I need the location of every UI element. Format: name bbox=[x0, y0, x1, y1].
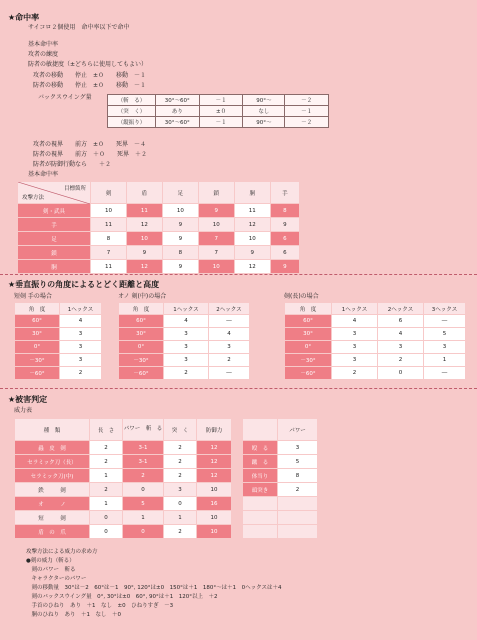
defender-view: 防者の視界 前方 ＋０ 死界 ＋２ bbox=[33, 151, 148, 158]
cell: 12 bbox=[126, 218, 162, 232]
defender-agility: 防者の敏捷度（±どちらに使用してもよい） bbox=[28, 61, 148, 68]
corner-bottom: 攻撃方法 bbox=[22, 195, 45, 201]
row-label: 胴 bbox=[18, 260, 91, 274]
row-label: 足 bbox=[18, 232, 91, 246]
cell: 10 bbox=[234, 232, 270, 246]
cell: 4 bbox=[60, 315, 102, 328]
cell: ― bbox=[424, 315, 466, 328]
range-table-long bbox=[284, 302, 466, 380]
attacker-move: 攻者の移動 停止 ±０ 移動 －１ bbox=[33, 72, 147, 79]
cell: 蹴 る bbox=[243, 455, 278, 469]
cell: 60° bbox=[15, 315, 60, 328]
col-header: 3ヘックス bbox=[424, 303, 466, 315]
cell: 0° bbox=[285, 341, 332, 354]
table-row bbox=[15, 511, 232, 525]
col-header: 剣 bbox=[91, 182, 127, 204]
cell: 6 bbox=[270, 232, 299, 246]
col-header: 足 bbox=[162, 182, 198, 204]
calc-line: 剣のパワー 斬る bbox=[26, 567, 76, 573]
cell: 2 bbox=[90, 455, 123, 469]
cell: 3 bbox=[332, 341, 378, 354]
cell: 4 bbox=[332, 315, 378, 328]
col-header: パワー 斬 る bbox=[123, 419, 164, 441]
calc-line: 胴のひねり あり ＋1 なし ＋0 bbox=[26, 612, 121, 618]
cell: －２ bbox=[285, 95, 329, 106]
cell: （突 く） bbox=[108, 106, 156, 117]
cell: 3 bbox=[209, 341, 250, 354]
cell: 4 bbox=[378, 328, 424, 341]
cell: （斬 る） bbox=[108, 95, 156, 106]
table-row bbox=[15, 469, 232, 483]
row-label: 剣・武具 bbox=[18, 204, 91, 218]
table-row bbox=[18, 218, 300, 232]
cell: 7 bbox=[198, 232, 234, 246]
cell: 10 bbox=[162, 204, 198, 218]
cell: 8 bbox=[91, 232, 127, 246]
dice-rule: サイコロ２個使用 命中率以下で命中 bbox=[28, 24, 130, 31]
cell: －２ bbox=[285, 117, 329, 128]
col-header: 1ヘックス bbox=[164, 303, 209, 315]
table-row bbox=[15, 483, 232, 497]
cell: 2 bbox=[164, 469, 197, 483]
cell: （縦振り） bbox=[108, 117, 156, 128]
hit-rate-table bbox=[17, 181, 300, 274]
cell: 2 bbox=[278, 483, 318, 497]
cell: 1 bbox=[90, 469, 123, 483]
cell: 蟲 皮 剣 bbox=[15, 441, 90, 455]
cell: 12 bbox=[197, 441, 232, 455]
table-row bbox=[18, 246, 300, 260]
col-header: 2ヘックス bbox=[209, 303, 250, 315]
cell: 2 bbox=[332, 367, 378, 380]
cell: 3 bbox=[332, 354, 378, 367]
cell: 10 bbox=[91, 204, 127, 218]
cell: 30° bbox=[119, 328, 164, 341]
cell: 5 bbox=[424, 328, 466, 341]
col-header: 角 度 bbox=[285, 303, 332, 315]
cell: ― bbox=[209, 367, 250, 380]
cell: 2 bbox=[60, 367, 102, 380]
section-divider bbox=[0, 274, 477, 275]
cell: 3 bbox=[60, 328, 102, 341]
cell: 7 bbox=[91, 246, 127, 260]
cell: 0 bbox=[123, 525, 164, 539]
cell: あり bbox=[155, 106, 199, 117]
cell: 16 bbox=[197, 497, 232, 511]
cell: 2 bbox=[90, 441, 123, 455]
col-header: 盾 bbox=[126, 182, 162, 204]
col-header: 手 bbox=[270, 182, 299, 204]
cell: 12 bbox=[197, 469, 232, 483]
corner-cell bbox=[18, 182, 91, 204]
cell: 盾 の 爪 bbox=[15, 525, 90, 539]
cell: －30° bbox=[15, 354, 60, 367]
range-table-axe bbox=[118, 302, 250, 380]
cell: 6 bbox=[378, 315, 424, 328]
cell: 3 bbox=[378, 341, 424, 354]
cell: 4 bbox=[209, 328, 250, 341]
cell: 10 bbox=[197, 483, 232, 497]
cell: 11 bbox=[91, 218, 127, 232]
col-header: 突 く bbox=[164, 419, 197, 441]
calc-line: 攻撃方法による威力の求め方 bbox=[26, 549, 98, 555]
cell: 9 bbox=[234, 246, 270, 260]
calc-line: 剣の移動量 30°は－2 60°は－1 90°, 120°は±0 150°は＋1 180°～は＋1 0ヘックスは＋4 bbox=[26, 585, 282, 591]
cell: 10 bbox=[126, 232, 162, 246]
defender-action: 防者が防御行動なら ＋２ bbox=[33, 161, 112, 168]
cell: 1 bbox=[90, 497, 123, 511]
col-header: 種 類 bbox=[15, 419, 90, 441]
cell: －30° bbox=[285, 354, 332, 367]
cell bbox=[243, 525, 278, 539]
cell: 4 bbox=[164, 315, 209, 328]
weapon-power-table bbox=[14, 418, 232, 539]
cell bbox=[278, 525, 318, 539]
cell: 11 bbox=[126, 204, 162, 218]
cell: 9 bbox=[270, 218, 299, 232]
cell: 0 bbox=[164, 497, 197, 511]
table-row bbox=[15, 525, 232, 539]
col-header: 胴 bbox=[234, 182, 270, 204]
cell: 9 bbox=[270, 260, 299, 274]
range-table-short bbox=[14, 302, 102, 380]
base-rate-label: 基本命中率 bbox=[28, 171, 59, 178]
attacker-skill: 攻者の練度 bbox=[28, 51, 59, 58]
cell: 2 bbox=[378, 354, 424, 367]
corner-top: 目標箇所 bbox=[63, 186, 86, 192]
cell: 2 bbox=[90, 483, 123, 497]
cell bbox=[243, 511, 278, 525]
col-header: 角 度 bbox=[15, 303, 60, 315]
cell: 2 bbox=[209, 354, 250, 367]
table-row bbox=[15, 441, 232, 455]
caption-long-sword: 剣(長)の場合 bbox=[284, 293, 319, 300]
cell: 9 bbox=[162, 218, 198, 232]
cell: 体当り bbox=[243, 469, 278, 483]
cell: 殴 る bbox=[243, 441, 278, 455]
cell: 60° bbox=[119, 315, 164, 328]
cell: 12 bbox=[234, 260, 270, 274]
cell: 0 bbox=[123, 483, 164, 497]
calc-line: ●剣の威力（斬る） bbox=[26, 558, 75, 564]
section-divider bbox=[0, 388, 477, 389]
cell: セラミック刀(中) bbox=[15, 469, 90, 483]
cell: ― bbox=[209, 315, 250, 328]
calc-line: キャラクターのパワー bbox=[26, 576, 87, 582]
base-title: 基本命中率 bbox=[28, 41, 59, 48]
cell: 10 bbox=[198, 260, 234, 274]
cell: 3 bbox=[332, 328, 378, 341]
attacker-view: 攻者の視界 前方 ±０ 死界 －４ bbox=[33, 141, 147, 148]
cell: 10 bbox=[197, 525, 232, 539]
cell: 8 bbox=[162, 246, 198, 260]
cell: セラミック刀（長） bbox=[15, 455, 90, 469]
cell: －１ bbox=[285, 106, 329, 117]
cell: 10 bbox=[198, 218, 234, 232]
cell: 1 bbox=[123, 511, 164, 525]
corner-empty bbox=[243, 419, 278, 441]
cell: －１ bbox=[199, 95, 243, 106]
row-label: 鎖 bbox=[18, 246, 91, 260]
cell bbox=[243, 497, 278, 511]
cell: ― bbox=[424, 367, 466, 380]
cell: 12 bbox=[126, 260, 162, 274]
calc-line: 剣のバックスウイング量 0°, 30°は±0 60°, 90°は＋1 120°以上 ＋2 bbox=[26, 594, 218, 600]
cell: 30° bbox=[15, 328, 60, 341]
backswing-label: バックスウイング量 bbox=[38, 94, 92, 101]
section-title-vertical-swing: ★垂直振りの角度によるとどく距離と高度 bbox=[8, 280, 160, 289]
caption-axe: オノ 剣(中)の場合 bbox=[118, 293, 167, 300]
cell: 9 bbox=[126, 246, 162, 260]
cell: 0 bbox=[378, 367, 424, 380]
col-header: 防御力 bbox=[197, 419, 232, 441]
table-row bbox=[18, 232, 300, 246]
cell: 8 bbox=[278, 469, 318, 483]
table-row bbox=[18, 204, 300, 218]
cell: 10 bbox=[197, 511, 232, 525]
cell: 30° bbox=[285, 328, 332, 341]
cell: 30°～60° bbox=[155, 95, 199, 106]
section-title-damage: ★被害判定 bbox=[8, 395, 48, 404]
col-header: 2ヘックス bbox=[378, 303, 424, 315]
cell: 頭突き bbox=[243, 483, 278, 497]
cell: 0° bbox=[119, 341, 164, 354]
cell: 2 bbox=[164, 441, 197, 455]
col-header: 1ヘックス bbox=[332, 303, 378, 315]
col-header: 1ヘックス bbox=[60, 303, 102, 315]
cell: なし bbox=[243, 106, 285, 117]
col-header: パワー bbox=[278, 419, 318, 441]
cell: オ ノ bbox=[15, 497, 90, 511]
table-row bbox=[15, 497, 232, 511]
cell: 9 bbox=[162, 232, 198, 246]
cell: 7 bbox=[198, 246, 234, 260]
cell: 3 bbox=[60, 354, 102, 367]
cell: 11 bbox=[91, 260, 127, 274]
cell: 0 bbox=[90, 511, 123, 525]
cell: 5 bbox=[278, 455, 318, 469]
unarmed-power-table bbox=[242, 418, 318, 539]
cell: －１ bbox=[199, 117, 243, 128]
cell: 3-1 bbox=[123, 441, 164, 455]
cell: 30°～60° bbox=[155, 117, 199, 128]
cell: 1 bbox=[424, 354, 466, 367]
table-row bbox=[15, 455, 232, 469]
cell: 3 bbox=[164, 483, 197, 497]
caption-short-sword: 短剣 手の場合 bbox=[14, 293, 52, 300]
section-title-hit-rate: ★命中率 bbox=[8, 13, 40, 22]
power-table-label: 威力表 bbox=[14, 407, 33, 414]
cell: 11 bbox=[234, 204, 270, 218]
cell: 9 bbox=[198, 204, 234, 218]
cell: 3-1 bbox=[123, 455, 164, 469]
cell: 3 bbox=[164, 341, 209, 354]
cell: －30° bbox=[119, 354, 164, 367]
cell: 0 bbox=[90, 525, 123, 539]
cell: 2 bbox=[164, 455, 197, 469]
cell: 5 bbox=[123, 497, 164, 511]
cell: 9 bbox=[162, 260, 198, 274]
cell: 3 bbox=[164, 328, 209, 341]
col-header: 鎖 bbox=[198, 182, 234, 204]
cell: ±０ bbox=[199, 106, 243, 117]
cell: 60° bbox=[285, 315, 332, 328]
cell: 90°～ bbox=[243, 117, 285, 128]
calc-line: 手首のひねり あり ＋1 なし ±0 ひねりすぎ －3 bbox=[26, 603, 174, 609]
cell: 2 bbox=[164, 525, 197, 539]
cell: －60° bbox=[119, 367, 164, 380]
cell: 2 bbox=[164, 367, 209, 380]
cell: －60° bbox=[15, 367, 60, 380]
cell: －60° bbox=[285, 367, 332, 380]
backswing-table bbox=[107, 94, 329, 128]
cell: 3 bbox=[278, 441, 318, 455]
col-header: 長 さ bbox=[90, 419, 123, 441]
col-header: 角 度 bbox=[119, 303, 164, 315]
cell: 2 bbox=[123, 469, 164, 483]
cell bbox=[278, 497, 318, 511]
cell: 12 bbox=[234, 218, 270, 232]
cell: 短 剣 bbox=[15, 511, 90, 525]
cell: 3 bbox=[164, 354, 209, 367]
cell: 3 bbox=[60, 341, 102, 354]
row-label: 手 bbox=[18, 218, 91, 232]
cell: 0° bbox=[15, 341, 60, 354]
cell bbox=[278, 511, 318, 525]
cell: 12 bbox=[197, 455, 232, 469]
cell: 1 bbox=[164, 511, 197, 525]
cell: 鉄 剣 bbox=[15, 483, 90, 497]
table-row bbox=[18, 260, 300, 274]
defender-move: 防者の移動 停止 ±０ 移動 －１ bbox=[33, 82, 147, 89]
cell: 3 bbox=[424, 341, 466, 354]
cell: 90°～ bbox=[243, 95, 285, 106]
cell: 8 bbox=[270, 204, 299, 218]
cell: 6 bbox=[270, 246, 299, 260]
